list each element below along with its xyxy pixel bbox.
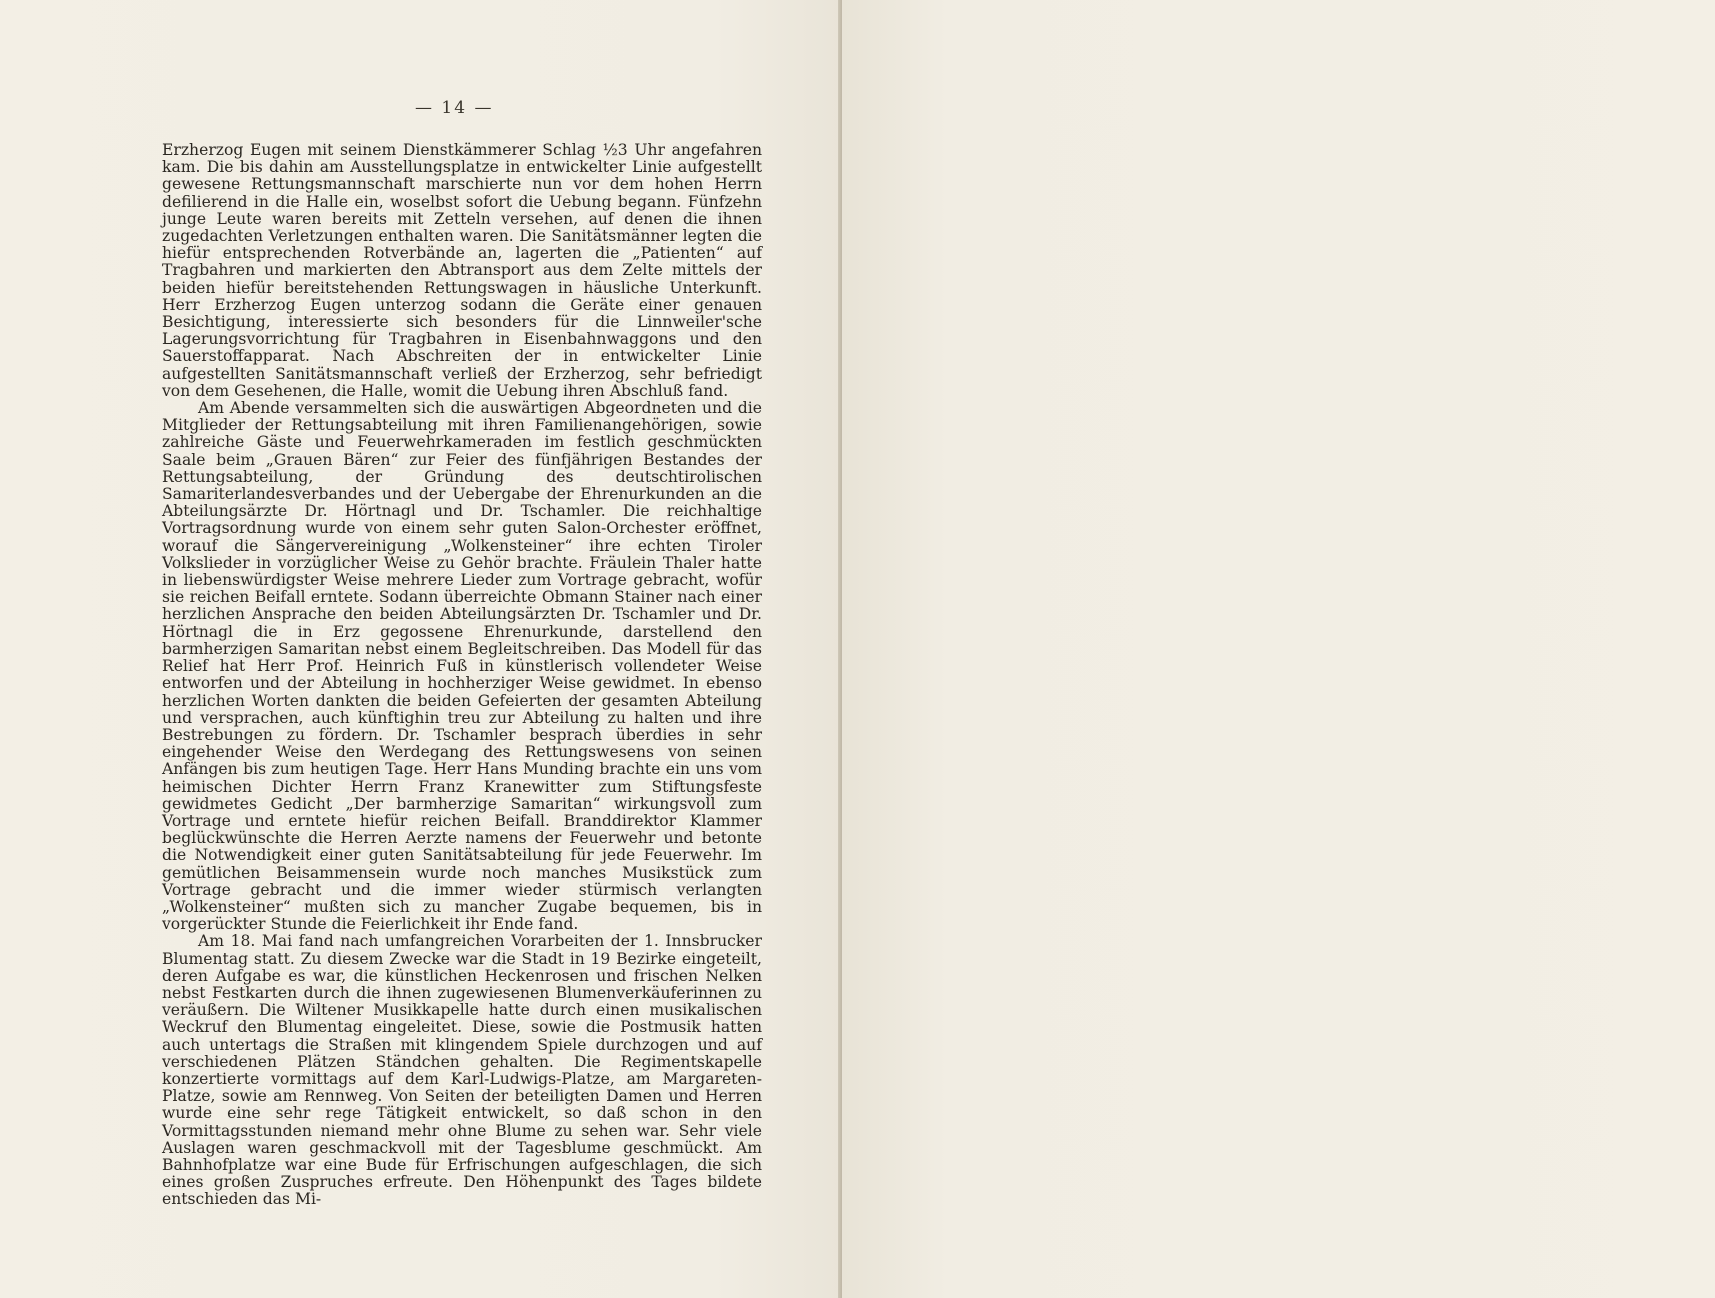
- left-page: [0, 0, 842, 1298]
- right-page: [842, 0, 1715, 1298]
- page-number: — 14 —: [415, 98, 494, 118]
- paragraph: Erzherzog Eugen mit seinem Dienstkämmerer Schlag ½3 Uhr angefahren kam. Die bis dahin am Ausstellungsplatze in entwickelter Linie aufgestellt gewesene Rettungsmannschaft marschierte nun vor dem hohen Herrn defilierend in die Halle ein, woselbst sofort die Uebung begann. Fünfzehn junge Leute waren bereits mit Zetteln versehen, auf denen die ihnen zugedachten Verletzungen enthalten waren. Die Sanitätsmänner legten die hiefür entsprechenden Rotverbände an, lagerten die „Patienten“ auf Tragbahren und markierten den Abtransport aus dem Zelte mittels der beiden hiefür bereitstehenden Rettungswagen in häusliche Unterkunft. Herr Erzherzog Eugen unterzog sodann die Geräte einer genauen Besichtigung, interessierte sich besonders für die Linnweiler'sche Lagerungsvorrichtung für Tragbahren in Eisenbahnwaggons und den Sauerstoffapparat. Nach Abschreiten der in entwickelter Linie aufgestellten Sanitätsmannschaft verließ der Erzherzog, sehr befriedigt von dem Gesehenen, die Halle, womit die Uebung ihren Abschluß fand.: [162, 141, 762, 400]
- paragraph: Am 18. Mai fand nach umfangreichen Vorarbeiten der 1. Innsbrucker Blumentag statt. Zu diesem Zwecke war die Stadt in 19 Bezirke eingeteilt, deren Aufgabe es war, die künstlichen Heckenrosen und frischen Nelken nebst Festkarten durch die ihnen zugewiesenen Blumenverkäuferinnen zu veräußern. Die Wiltener Musikkapelle hatte durch einen musikalischen Weckruf den Blumentag eingeleitet. Diese, sowie die Postmusik hatten auch untertags die Straßen mit klingendem Spiele durchzogen und auf verschiedenen Plätzen Ständchen gehalten. Die Regimentskapelle konzertierte vormittags auf dem Karl-Ludwigs-Platze, am Margareten-Platze, sowie am Rennweg. Von Seiten der beteiligten Damen und Herren wurde eine sehr rege Tätigkeit entwickelt, so daß schon in den Vormittagsstunden niemand mehr ohne Blume zu sehen war. Sehr viele Auslagen waren geschmackvoll mit der Tagesblume geschmückt. Am Bahnhofplatze war eine Bude für Erfrischungen aufgeschlagen, die sich eines großen Zuspruches erfreute. Den Höhenpunkt des Tages bildete entschieden das Mi-: [162, 932, 762, 1209]
- body-text: [162, 142, 762, 1209]
- paragraph: Am Abende versammelten sich die auswärtigen Abgeordneten und die Mitglieder der Rettungsabteilung mit ihren Familienangehörigen, sowie zahlreiche Gäste und Feuerwehrkameraden im festlich geschmückten Saale beim „Grauen Bären“ zur Feier des fünfjährigen Bestandes der Rettungsabteilung, der Gründung des deutschtirolischen Samariterlandesverbandes und der Uebergabe der Ehrenurkunden an die Abteilungsärzte Dr. Hörtnagl und Dr. Tschamler. Die reichhaltige Vortragsordnung wurde von einem sehr guten Salon-Orchester eröffnet, worauf die Sängervereinigung „Wolkensteiner“ ihre echten Tiroler Volkslieder in vorzüglicher Weise zu Gehör brachte. Fräulein Thaler hatte in liebenswürdigster Weise mehrere Lieder zum Vortrage gebracht, wofür sie reichen Beifall erntete. Sodann überreichte Obmann Stainer nach einer herzlichen Ansprache den beiden Abteilungsärzten Dr. Tschamler und Dr. Hörtnagl die in Erz gegossene Ehrenurkunde, darstellend den barmherzigen Samaritan nebst einem Begleitschreiben. Das Modell für das Relief hat Herr Prof. Heinrich Fuß in künstlerisch vollendeter Weise entworfen und der Abteilung in hochherziger Weise gewidmet. In ebenso herzlichen Worten dankten die beiden Gefeierten der gesamten Abteilung und versprachen, auch künftighin treu zur Abteilung zu halten und ihre Bestrebungen zu fördern. Dr. Tschamler besprach überdies in sehr eingehender Weise den Werdegang des Rettungswesens von seinen Anfängen bis zum heutigen Tage. Herr Hans Munding brachte ein uns vom heimischen Dichter Herrn Franz Kranewitter zum Stiftungsfeste gewidmetes Gedicht „Der barmherzige Samaritan“ wirkungsvoll zum Vortrage und erntete hiefür reichen Beifall. Branddirektor Klammer beglückwünschte die Herren Aerzte namens der Feuerwehr und betonte die Notwendigkeit einer guten Sanitätsabteilung für jede Feuerwehr. Im gemütlichen Beisammensein wurde noch manches Musikstück zum Vortrage gebracht und die immer wieder stürmisch verlangten „Wolkensteiner“ mußten sich zu mancher Zugabe bequemen, bis in vorgerückter Stunde die Feierlichkeit ihr Ende fand.: [162, 399, 762, 934]
